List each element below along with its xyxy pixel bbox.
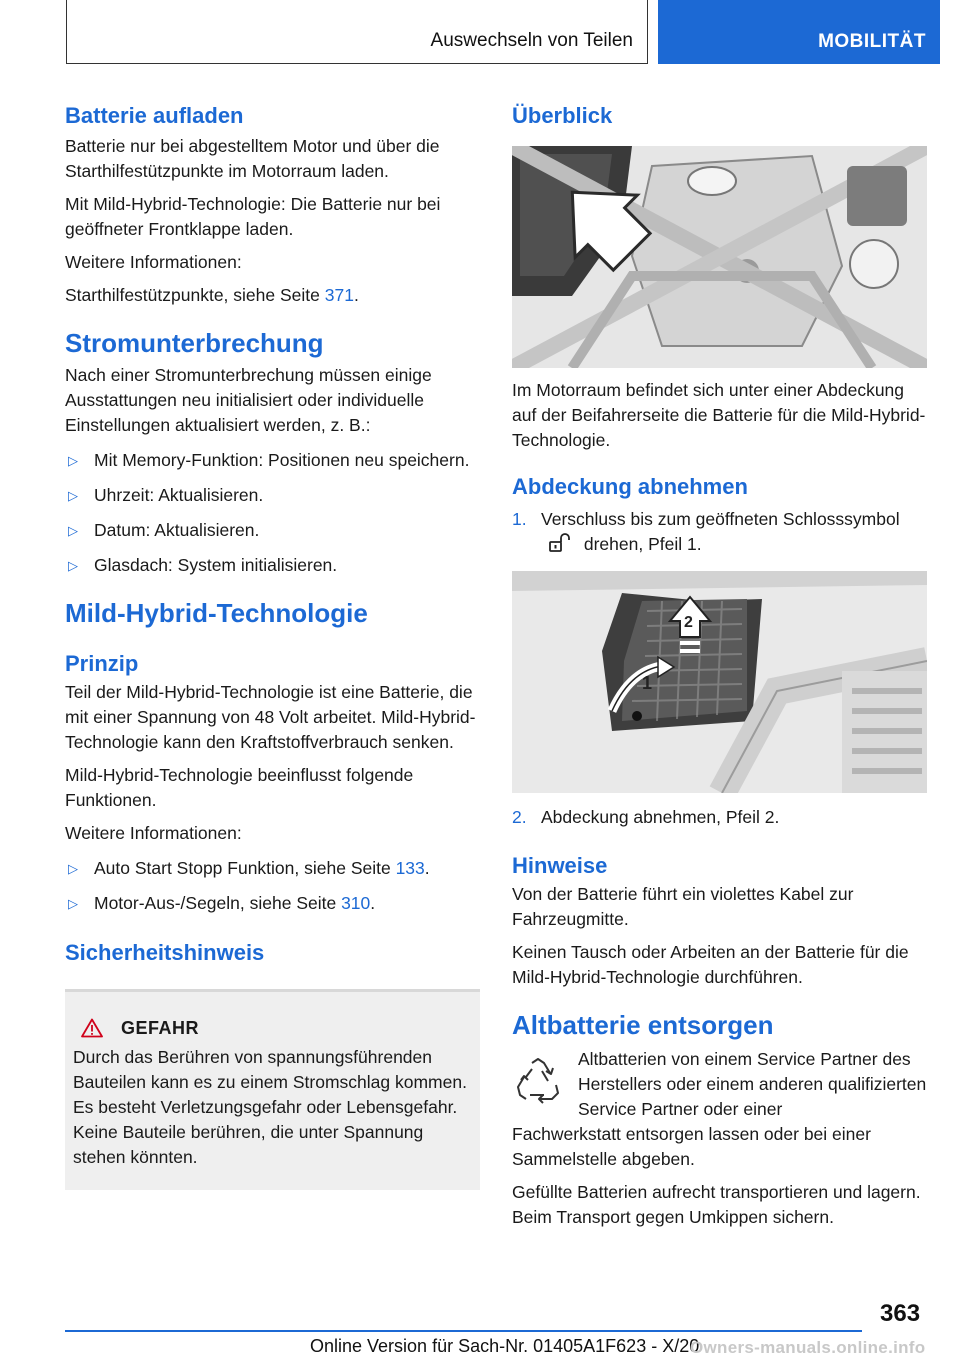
page-link-133[interactable]: 133 bbox=[395, 858, 425, 879]
disposal-p2: Gefüllte Batterien aufrecht transportieren und lagern. Beim Transport gegen Umkippen sichern. bbox=[512, 1182, 921, 1228]
step-number: 2. bbox=[512, 806, 527, 827]
list-item: ▷ Auto Start Stopp Funktion, siehe Seite 133. bbox=[65, 856, 480, 881]
heading-mild-hybrid: Mild-Hybrid-Technologie bbox=[65, 597, 368, 628]
heading-notes: Hinweise bbox=[512, 852, 608, 878]
power-interruption-p1: Nach einer Stromunterbrechung müssen einige Ausstattungen neu initialisiert oder individuelle Einstellungen aktualisiert werden, z. B.: bbox=[65, 364, 432, 435]
list-item: ▷ Motor-Aus-/Segeln, siehe Seite 310. bbox=[65, 891, 480, 916]
battery-charge-p4 bbox=[65, 283, 480, 308]
photo-label-1: 1 bbox=[642, 672, 653, 693]
disposal-block bbox=[512, 1047, 927, 1230]
step-number: 1. bbox=[512, 508, 527, 529]
heading-battery-charge: Batterie aufladen bbox=[65, 103, 244, 128]
triangle-bullet-icon: ▷ bbox=[68, 522, 78, 538]
left-column bbox=[65, 100, 480, 1190]
battery-cover-photo bbox=[512, 571, 927, 793]
cover-steps-2 bbox=[512, 805, 927, 830]
disposal-p1a: Altbatterien von einem Service Partner des Herstellers oder einem anderen qualifizierten Service Partner oder einer bbox=[578, 1049, 927, 1120]
heading-cover-remove: Abdeckung abnehmen bbox=[512, 474, 748, 500]
warning-header bbox=[73, 1018, 472, 1039]
header-chapter-tab[interactable] bbox=[658, 0, 940, 64]
step-2: 2. Abdeckung abnehmen, Pfeil 2. bbox=[512, 805, 927, 830]
right-column bbox=[512, 100, 927, 1230]
triangle-bullet-icon: ▷ bbox=[68, 896, 78, 912]
mild-hybrid-p2: Mild-Hybrid-Technologie beeinflusst folgende Funktionen. bbox=[65, 765, 414, 811]
list-item: ▷ Uhrzeit: Aktualisieren. bbox=[65, 483, 480, 508]
overview-p1: Im Motorraum befindet sich unter einer Abdeckung auf der Beifahrerseite die Batterie für die Mild-Hybrid-Technologie. bbox=[512, 380, 926, 451]
mild-hybrid-list bbox=[65, 856, 480, 916]
battery-charge-p3: Weitere Informationen: bbox=[65, 252, 242, 273]
disposal-p1b: Fachwerkstatt entsorgen lassen oder bei einer Sammelstelle abgeben. bbox=[512, 1124, 871, 1170]
list-item: ▷ Mit Memory-Funktion: Positionen neu speichern. bbox=[65, 448, 480, 473]
header-chapter-title: MOBILITÄT bbox=[818, 31, 926, 52]
battery-charge-p1: Batterie nur bei abgestelltem Motor und über die Starthilfestützpunkte im Motorraum laden. bbox=[65, 136, 440, 182]
footer-online-version: Online Version für Sach-Nr. 01405A1F623 - X/20 bbox=[310, 1336, 700, 1356]
battery-charge-p2: Mit Mild-Hybrid-Technologie: Die Batterie nur bei geöffneter Frontklappe laden. bbox=[65, 194, 441, 240]
footer-divider bbox=[65, 1330, 862, 1332]
mild-hybrid-p1: Teil der Mild-Hybrid-Technologie ist eine Batterie, die mit einer Spannung von 48 Volt arbeitet. Mild-Hybrid-Technologie kann den Kraftstoffverbrauch senken. bbox=[65, 682, 476, 753]
mild-hybrid-p3: Weitere Informationen: bbox=[65, 823, 242, 844]
notes-p1: Von der Batterie führt ein violettes Kabel zur Fahrzeugmitte. bbox=[512, 884, 854, 930]
triangle-bullet-icon: ▷ bbox=[68, 452, 78, 468]
cover-steps bbox=[512, 507, 927, 557]
power-interruption-list bbox=[65, 448, 480, 578]
page-number: 363 bbox=[880, 1300, 921, 1327]
header-section-title: Auswechseln von Teilen bbox=[430, 30, 633, 51]
page-link-371[interactable]: 371 bbox=[324, 285, 354, 306]
footer-watermark: Owners-manuals.online.info bbox=[690, 1338, 926, 1357]
open-lock-icon bbox=[547, 533, 573, 553]
heading-power-interruption: Stromunterbrechung bbox=[65, 328, 324, 359]
warning-label: GEFAHR bbox=[121, 1017, 200, 1038]
battery-charge-ref-text: Starthilfestützpunkte, siehe Seite bbox=[65, 285, 325, 306]
page-link-310[interactable]: 310 bbox=[341, 893, 371, 914]
battery-charge-ref-end: . bbox=[353, 285, 359, 306]
header-section-box bbox=[66, 0, 648, 64]
step-1: 1. Verschluss bis zum geöffneten Schlosssymbol drehen, Pfeil 1. bbox=[512, 508, 900, 554]
heading-overview: Überblick bbox=[512, 103, 613, 128]
heading-principle: Prinzip bbox=[65, 650, 139, 676]
triangle-bullet-icon: ▷ bbox=[68, 487, 78, 503]
recycling-icon bbox=[512, 1055, 564, 1107]
engine-bay-photo bbox=[512, 146, 927, 368]
danger-warning-box bbox=[65, 989, 480, 1190]
list-item: ▷ Datum: Aktualisieren. bbox=[65, 518, 480, 543]
heading-safety: Sicherheitshinweis bbox=[65, 940, 265, 966]
heading-disposal: Altbatterie entsorgen bbox=[512, 1010, 774, 1041]
notes-p2: Keinen Tausch oder Arbeiten an der Batterie für die Mild-Hybrid-Technologie durchführen. bbox=[512, 942, 909, 988]
triangle-bullet-icon: ▷ bbox=[68, 861, 78, 877]
warning-text: Durch das Berühren von spannungsführenden Bauteilen kann es zu einem Stromschlag kommen. Es besteht Verletzungsgefahr oder Lebensgefahr. Keine Bauteile berühren, die unter Spannung stehen könnten. bbox=[73, 1046, 467, 1167]
photo-label-2: 2 bbox=[684, 613, 693, 631]
triangle-bullet-icon: ▷ bbox=[68, 557, 78, 573]
warning-triangle-icon bbox=[81, 1018, 103, 1038]
list-item: ▷ Glasdach: System initialisieren. bbox=[65, 553, 480, 578]
